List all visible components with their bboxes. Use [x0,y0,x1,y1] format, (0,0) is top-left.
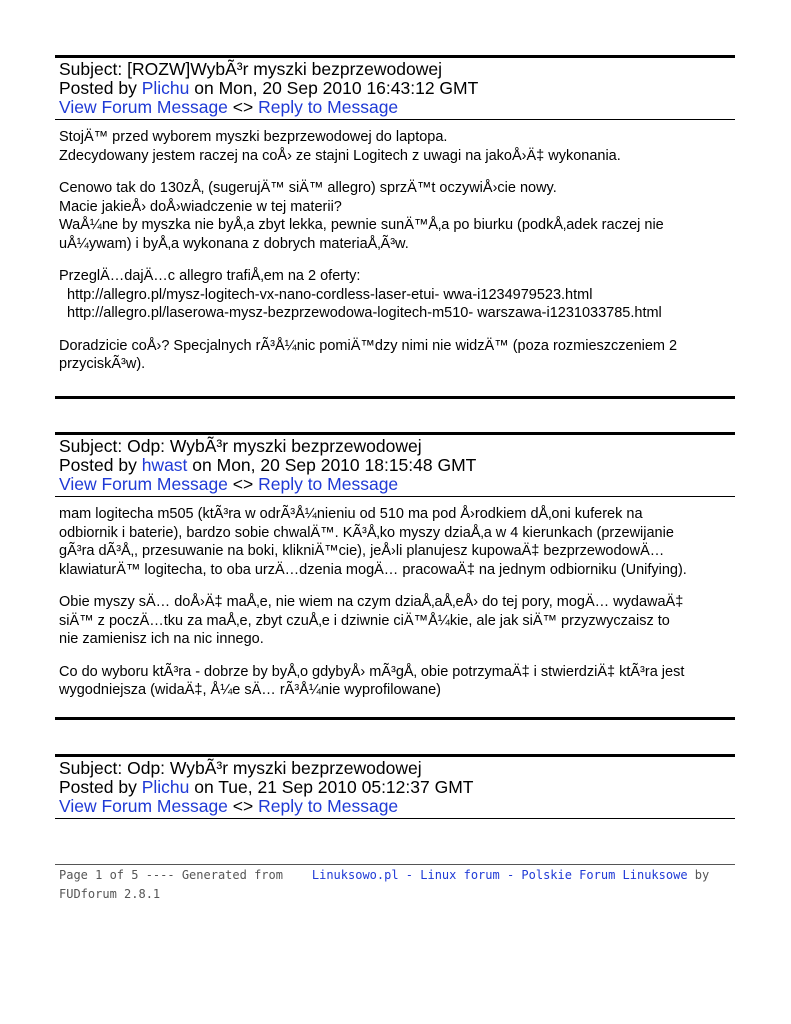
post-meta [59,456,735,475]
post-paragraph [59,505,735,579]
forum-home-link[interactable]: Linuksowo.pl - Linux forum - Polskie Forum Linuksowe [311,868,688,882]
text-line: WaÅ¼ne by myszka nie byÅ‚a zbyt lekka, pewnie sunÄ™Å‚a po biurku (podkÅ‚adek raczej nie [59,217,664,233]
post-paragraph [59,593,735,649]
post-paragraph [59,337,735,374]
text-line: Obie myszy sÄ… doÅ›Ä‡ maÅ‚e, nie wiem na czym dziaÅ‚aÅ‚eÅ› do tej pory, mogÄ… wydawaÄ‡ [59,594,684,610]
post-header [55,757,735,816]
post-body [55,120,735,374]
text-line: Doradzicie coÅ›? Specjalnych rÃ³Å¼nic pomiÄ™dzy nimi nie widzÄ™ (poza rozmieszczeniem 2 [59,337,678,354]
posted-by-label: Posted by [59,777,142,797]
text-line: klawiaturÄ™ logitecha, to oba urzÄ…dzenia mogÄ… pracowaÄ‡ na jednym odbiorniku (Unifying). [59,561,687,578]
text-line: mam logitecha m505 (ktÃ³ra w odrÃ³Å¼nieniu od 510 ma pod Å›rodkiem dÅ‚oni kuferek na [59,506,643,522]
author-link[interactable]: Plichu [141,777,190,797]
post-header [55,435,735,494]
text-line: StojÄ™ przed wyborem myszki bezprzewodowej do laptopa. [59,129,448,145]
post-meta [59,79,735,98]
text-line: odbiornik i baterie), bardzo sobie chwalÄ™. KÃ³Å‚ko myszy dziaÅ‚a w 4 kierunkach (przewijanie [59,524,674,541]
text-line: PrzeglÄ…dajÄ…c allegro trafiÅ‚em na 2 oferty: [59,268,361,284]
footer-suffix: by FUDforum 2.8.1 [59,868,710,901]
header-rule [55,818,735,819]
text-line: Co do wyboru ktÃ³ra - dobrze by byÅ‚o gdybyÅ› mÃ³gÅ‚ obie potrzymaÄ‡ i stwierdziÄ‡ ktÃ³ra jest [59,663,685,680]
view-forum-message-link[interactable]: View Forum Message [59,97,228,117]
text-line: gÃ³ra dÃ³Å‚, przesuwanie na boki, klikniÄ™cie), jeÅ›li planujesz kupowaÄ‡ bezprzewodowÄ… [59,543,665,559]
forum-post [55,55,735,388]
link-separator: <> [227,97,259,117]
forum-post [55,432,735,714]
view-forum-message-link[interactable]: View Forum Message [59,474,228,494]
post-paragraph [59,179,735,253]
reply-to-message-link[interactable]: Reply to Message [258,474,399,494]
post-actions [59,475,735,494]
offer-url: http://allegro.pl/laserowa-mysz-bezprzewodowa-logitech-m510- warszawa-i1231033785.html [67,305,662,321]
text-line: Cenowo tak do 130zÅ‚ (sugerujÄ™ siÄ™ allegro) sprzÄ™t oczywiÅ›cie nowy. [59,180,557,196]
author-link[interactable]: Plichu [141,78,190,98]
post-date: on Tue, 21 Sep 2010 05:12:37 GMT [189,777,474,797]
forum-post [55,754,735,819]
text-line: wygodniejsza (widaÄ‡, Å¼e sÄ… rÃ³Å¼nie wyprofilowane) [59,682,442,698]
offer-url: http://allegro.pl/mysz-logitech-vx-nano-cordless-laser-etui- wwa-i1234979523.html [67,286,593,303]
post-actions [59,98,735,117]
reply-to-message-link[interactable]: Reply to Message [258,97,399,117]
post-actions [59,797,735,816]
reply-to-message-link[interactable]: Reply to Message [258,796,399,816]
link-separator: <> [227,796,259,816]
text-line: Macie jakieÅ› doÅ›wiadczenie w tej materii? [59,198,342,215]
post-subject: Subject: [ROZW]WybÃ³r myszki bezprzewodowej [59,59,442,79]
footer-prefix: Page 1 of 5 ---- Generated from [59,868,312,882]
view-forum-message-link[interactable]: View Forum Message [59,796,228,816]
footer-text [55,865,735,904]
post-date: on Mon, 20 Sep 2010 16:43:12 GMT [189,78,479,98]
post-paragraph [59,128,735,165]
posted-by-label: Posted by [59,455,142,475]
post-subject: Subject: Odp: WybÃ³r myszki bezprzewodowej [59,436,422,456]
post-bottom-rule [55,717,735,720]
posted-by-label: Posted by [59,78,142,98]
post-paragraph [59,663,735,700]
text-line: nie zamienisz ich na nic innego. [59,631,264,647]
post-date: on Mon, 20 Sep 2010 18:15:48 GMT [187,455,477,475]
link-separator: <> [227,474,259,494]
post-header [55,58,735,117]
post-subject: Subject: Odp: WybÃ³r myszki bezprzewodowej [59,758,422,778]
author-link[interactable]: hwast [141,455,188,475]
text-line: uÅ¼ywam) i byÅ‚a wykonana z dobrych materiaÅ‚Ã³w. [59,235,409,252]
post-paragraph [59,267,735,323]
text-line: siÄ™ z poczÄ…tku za maÅ‚e, zbyt czuÅ‚e i dziwnie ciÄ™Å¼kie, ale jak siÄ™ przyzwyczaisz to [59,612,670,629]
page-footer [55,864,735,904]
post-body [55,497,735,700]
text-line: Zdecydowany jestem raczej na coÅ› ze stajni Logitech z uwagi na jakoÅ›Ä‡ wykonania. [59,147,621,164]
post-bottom-rule [55,396,735,399]
post-meta [59,778,735,797]
text-line: przyciskÃ³w). [59,356,146,372]
